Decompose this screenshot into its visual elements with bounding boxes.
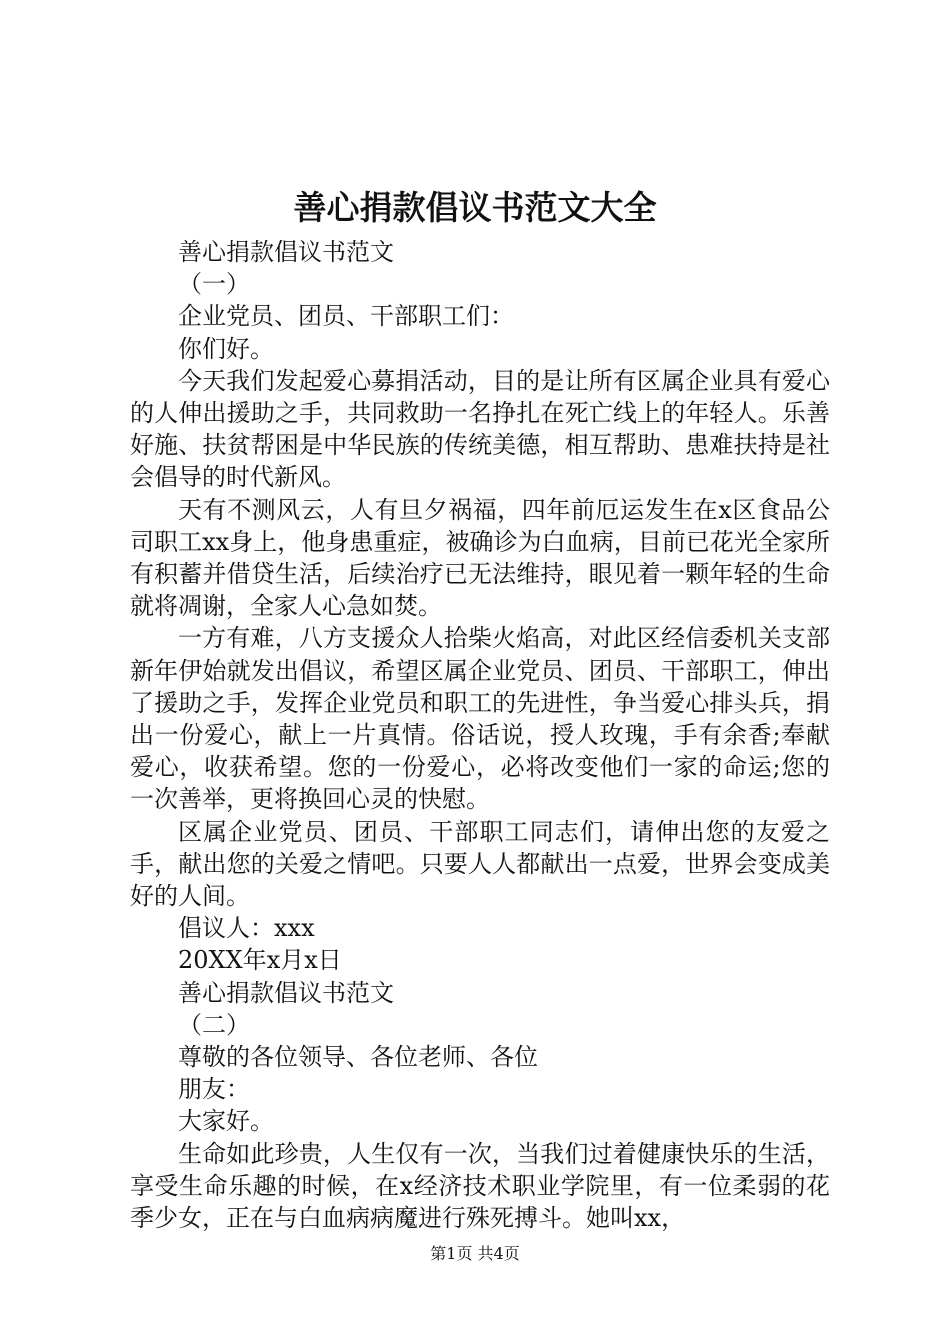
section-heading: 善心捐款倡议书范文 <box>178 238 394 266</box>
paragraph: 生命如此珍贵，人生仅有一次，当我们过着健康快乐的生活，享受生命乐趣的时候，在x经济技术职业学院里，有一位柔弱的花季少女，正在与白血病病魔进行殊死搏斗。她叫xx， <box>130 1139 830 1233</box>
paragraph: 天有不测风云，人有旦夕祸福，四年前厄运发生在x区食品公司职工xx身上，他身患重症，被确诊为白血病，目前已花光全家所有积蓄并借贷生活，后续治疗已无法维持，眼见着一颗年轻的生命就将凋谢，全家人心急如焚。 <box>130 495 830 621</box>
salutation-continued: 朋友： <box>178 1075 250 1104</box>
section-heading: 善心捐款倡议书范文 <box>178 978 394 1007</box>
paragraph: 今天我们发起爱心募捐活动，目的是让所有区属企业具有爱心的人伸出援助之手，共同救助一名挣扎在死亡线上的年轻人。乐善好施、扶贫帮困是中华民族的传统美德，相互帮助、患难扶持是社会倡导的时代新风。 <box>130 366 830 492</box>
salutation: 尊敬的各位领导、各位老师、各位 <box>178 1043 538 1072</box>
salutation: 企业党员、团员、干部职工们： <box>178 302 514 331</box>
paragraph: 区属企业党员、团员、干部职工同志们，请伸出您的友爱之手，献出您的关爱之情吧。只要人人都献出一点爱，世界会变成美好的人间。 <box>130 817 830 911</box>
document-title: 善心捐款倡议书范文大全 <box>293 188 657 227</box>
greeting: 你们好。 <box>178 334 274 363</box>
greeting: 大家好。 <box>178 1107 274 1136</box>
page-footer: 第1页 共4页 <box>430 1244 520 1263</box>
signature: 倡议人：xxx <box>178 914 315 943</box>
date: 20XX年x月x日 <box>178 946 342 975</box>
section-number: （一） <box>178 270 250 299</box>
paragraph: 一方有难，八方支援众人拾柴火焰高，对此区经信委机关支部新年伊始就发出倡议，希望区属企业党员、团员、干部职工，伸出了援助之手，发挥企业党员和职工的先进性，争当爱心排头兵，捐出一份爱心，献上一片真情。俗话说，授人玫瑰，手有余香;奉献爱心，收获希望。您的一份爱心，必将改变他们一家的命运;您的一次善举，更将换回心灵的快慰。 <box>130 624 830 814</box>
document-body <box>130 236 830 1234</box>
section-number: （二） <box>178 1010 250 1039</box>
